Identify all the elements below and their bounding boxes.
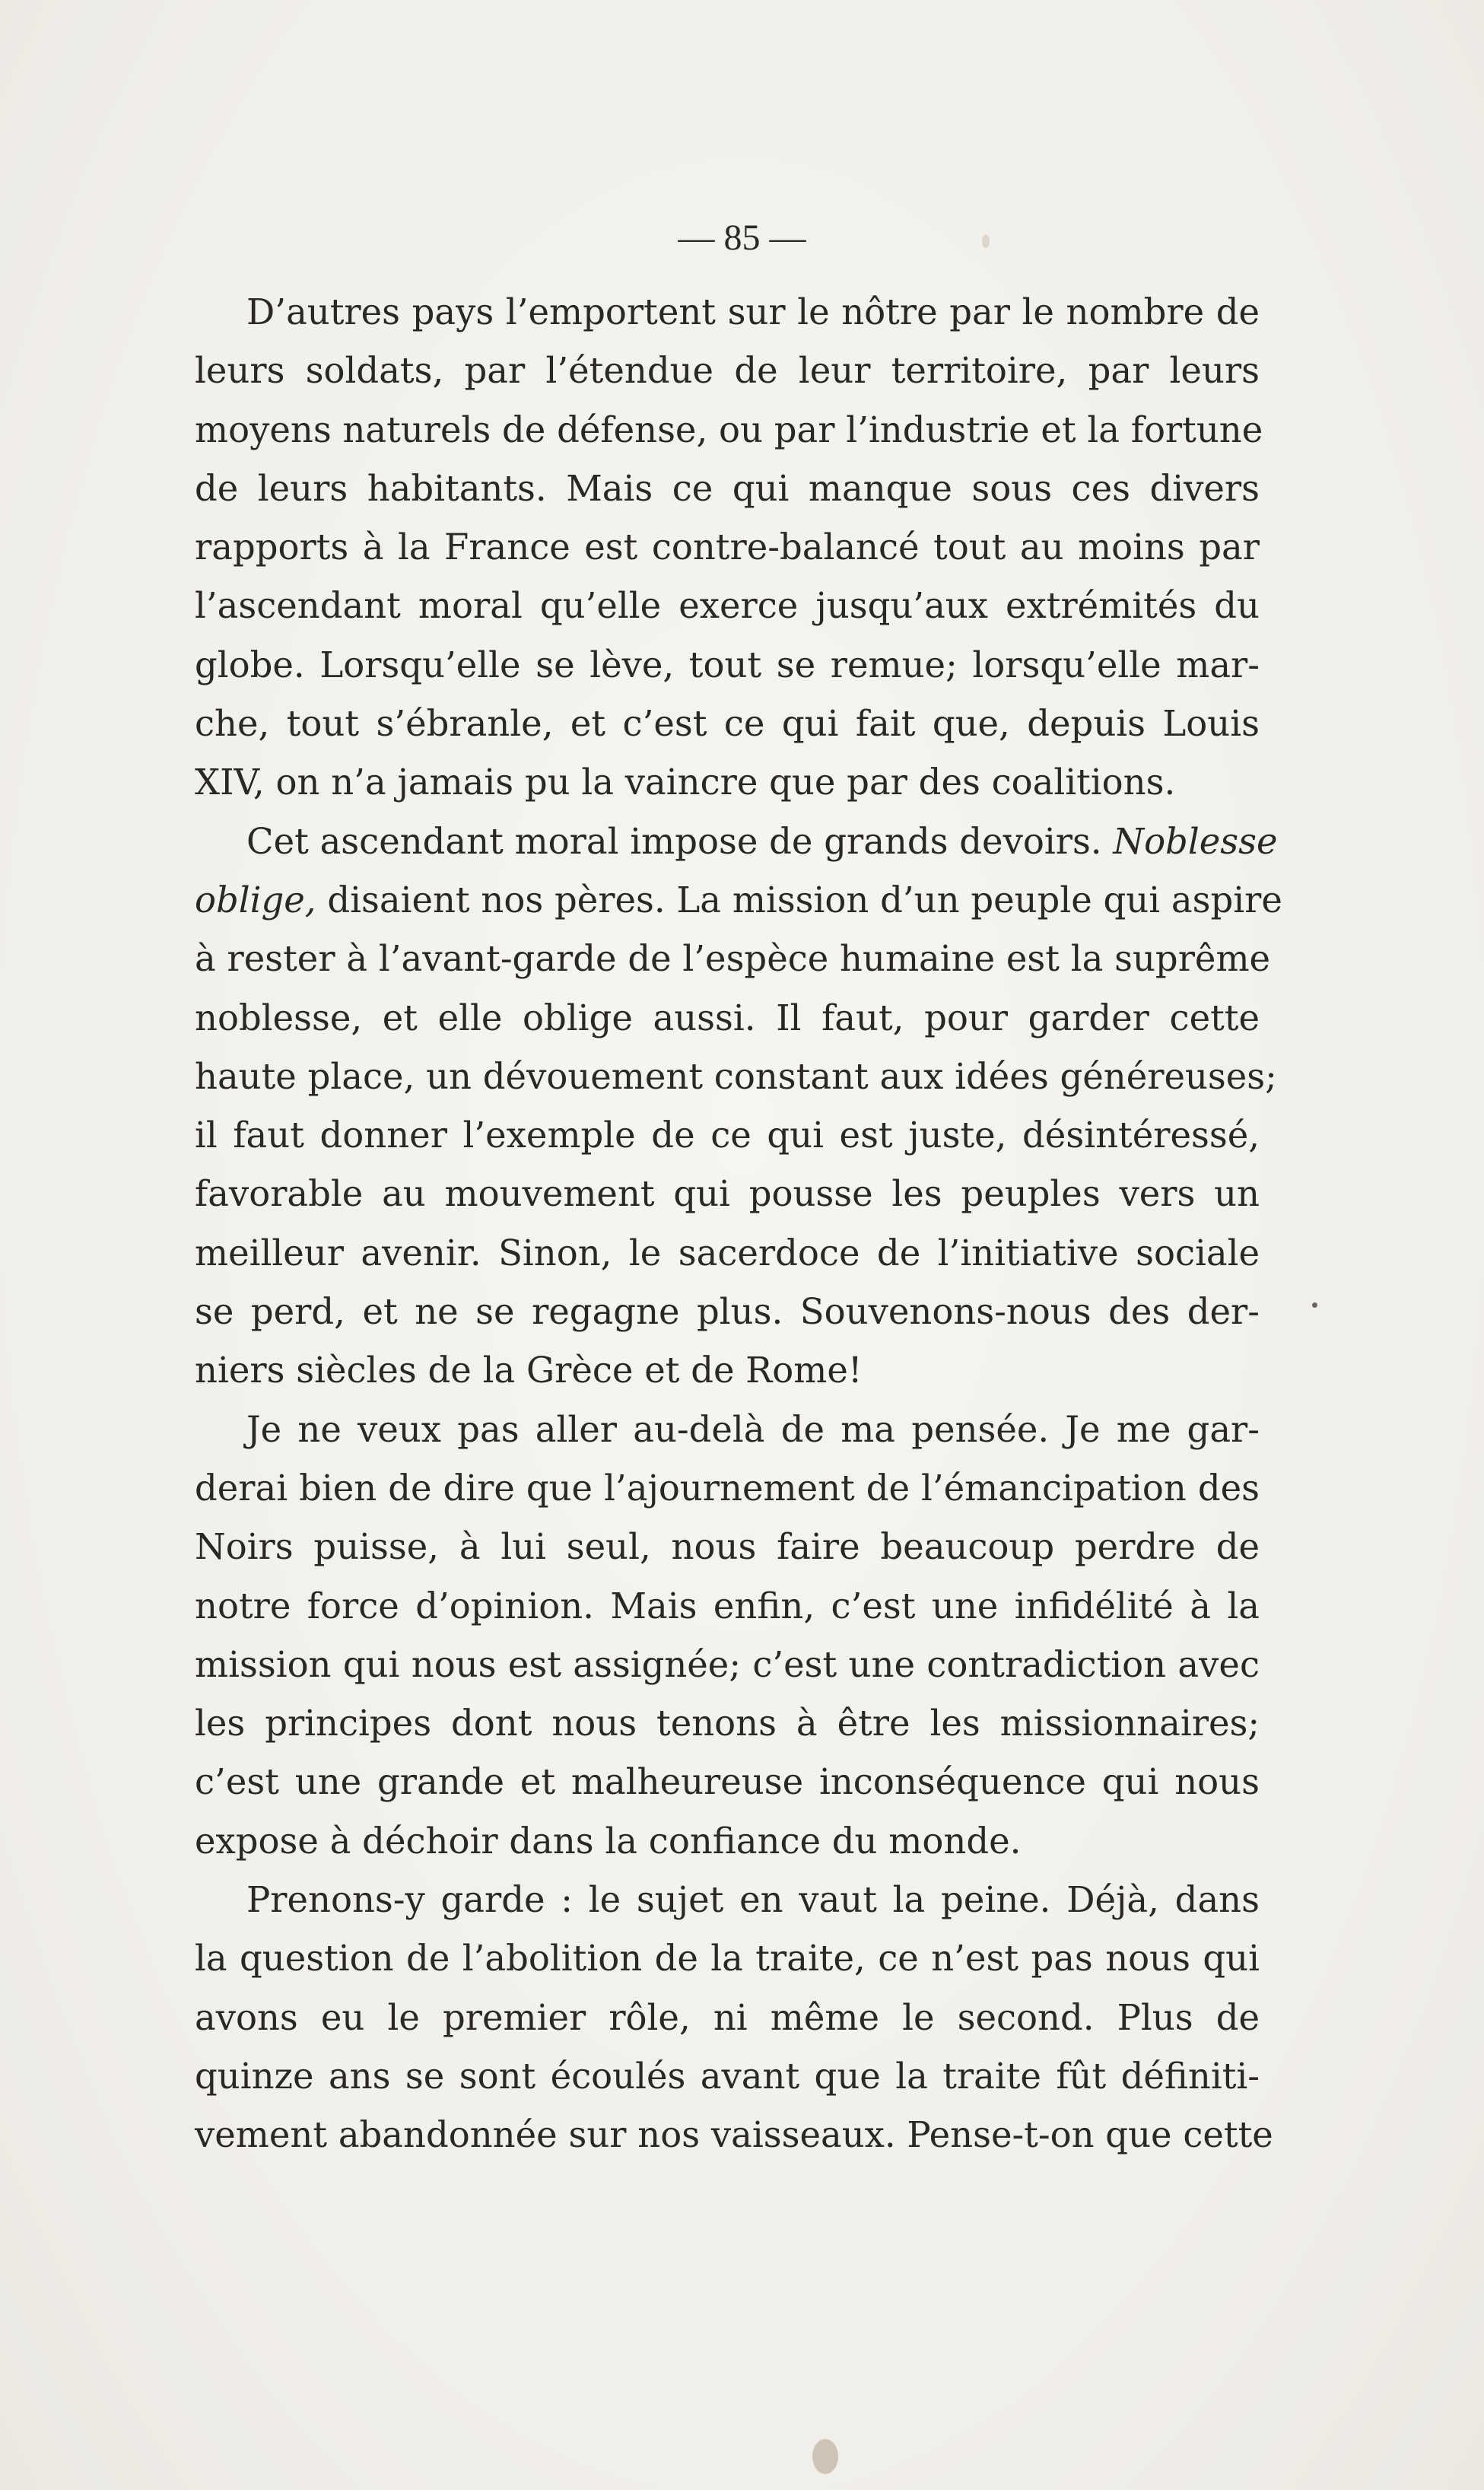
text-line: quinze ans se sont écoulés avant que la traite fût définiti- bbox=[195, 2055, 1260, 2097]
italic-text: oblige, bbox=[195, 879, 316, 921]
page-number: — 85 — bbox=[678, 218, 806, 258]
text-line: haute place, un dévouement constant aux idées généreuses; bbox=[195, 1055, 1277, 1097]
text-line: D’autres pays l’emportent sur le nôtre par le nombre de bbox=[246, 291, 1260, 332]
paragraph-3 bbox=[195, 1401, 1260, 1871]
text-line bbox=[195, 871, 1282, 930]
text-line: derai bien de dire que l’ajournement de l’émancipation des bbox=[195, 1467, 1260, 1509]
text-line: moyens naturels de défense, ou par l’industrie et la fortune bbox=[195, 409, 1263, 450]
text-run: disaient nos pères. La mission d’un peuple qui aspire bbox=[316, 879, 1282, 921]
text-line: l’ascendant moral qu’elle exerce jusqu’aux extrémités du bbox=[195, 585, 1260, 627]
paragraph-2 bbox=[195, 813, 1282, 1401]
text-line: niers siècles de la Grèce et de Rome! bbox=[195, 1350, 863, 1391]
italic-text: Noblesse bbox=[1113, 820, 1278, 862]
paper-spot bbox=[982, 234, 990, 248]
paper-spot bbox=[1312, 1302, 1317, 1308]
text-line bbox=[195, 813, 1278, 871]
body-text bbox=[195, 283, 1282, 2165]
text-line: de leurs habitants. Mais ce qui manque sous ces divers bbox=[195, 467, 1260, 509]
text-run: Cet ascendant moral impose de grands devoirs. bbox=[246, 820, 1114, 862]
paragraph-1 bbox=[195, 283, 1263, 813]
text-line: Je ne veux pas aller au-delà de ma pensée. Je me gar- bbox=[246, 1408, 1260, 1450]
text-line: la question de l’abolition de la traite, ce n’est pas nous qui bbox=[195, 1938, 1260, 1980]
text-line: Prenons-y garde : le sujet en vaut la peine. Déjà, dans bbox=[246, 1879, 1260, 1921]
paper-spot bbox=[812, 2439, 838, 2474]
text-line: noblesse, et elle oblige aussi. Il faut, pour garder cette bbox=[195, 997, 1260, 1038]
text-line: favorable au mouvement qui pousse les peuples vers un bbox=[195, 1173, 1260, 1215]
text-line: notre force d’opinion. Mais enfin, c’est une infidélité à la bbox=[195, 1585, 1260, 1627]
paragraph-4 bbox=[195, 1871, 1273, 2164]
text-line: XIV, on n’a jamais pu la vaincre que par des coalitions. bbox=[195, 762, 1176, 803]
text-line: leurs soldats, par l’étendue de leur territoire, par leurs bbox=[195, 350, 1260, 392]
text-line: se perd, et ne se regagne plus. Souvenons-nous des der- bbox=[195, 1291, 1260, 1333]
text-line: vement abandonnée sur nos vaisseaux. Pense-t-on que cette bbox=[195, 2114, 1273, 2156]
text-line: les principes dont nous tenons à être les missionnaires; bbox=[195, 1703, 1260, 1744]
text-line: c’est une grande et malheureuse inconséquence qui nous bbox=[195, 1761, 1260, 1803]
text-line: expose à déchoir dans la confiance du monde. bbox=[195, 1820, 1022, 1862]
text-line: globe. Lorsqu’elle se lève, tout se remue; lorsqu’elle mar- bbox=[195, 644, 1260, 685]
text-line: à rester à l’avant-garde de l’espèce humaine est la suprême bbox=[195, 938, 1271, 980]
text-line: meilleur avenir. Sinon, le sacerdoce de l’initiative sociale bbox=[195, 1232, 1260, 1274]
text-line: Noirs puisse, à lui seul, nous faire beaucoup perdre de bbox=[195, 1526, 1260, 1568]
text-line: il faut donner l’exemple de ce qui est juste, désintéressé, bbox=[195, 1115, 1260, 1156]
text-line: mission qui nous est assignée; c’est une contradiction avec bbox=[195, 1643, 1260, 1685]
text-line: rapports à la France est contre-balancé tout au moins par bbox=[195, 526, 1260, 568]
text-line: che, tout s’ébranle, et c’est ce qui fait que, depuis Louis bbox=[195, 703, 1260, 745]
text-line: avons eu le premier rôle, ni même le second. Plus de bbox=[195, 1996, 1260, 2038]
